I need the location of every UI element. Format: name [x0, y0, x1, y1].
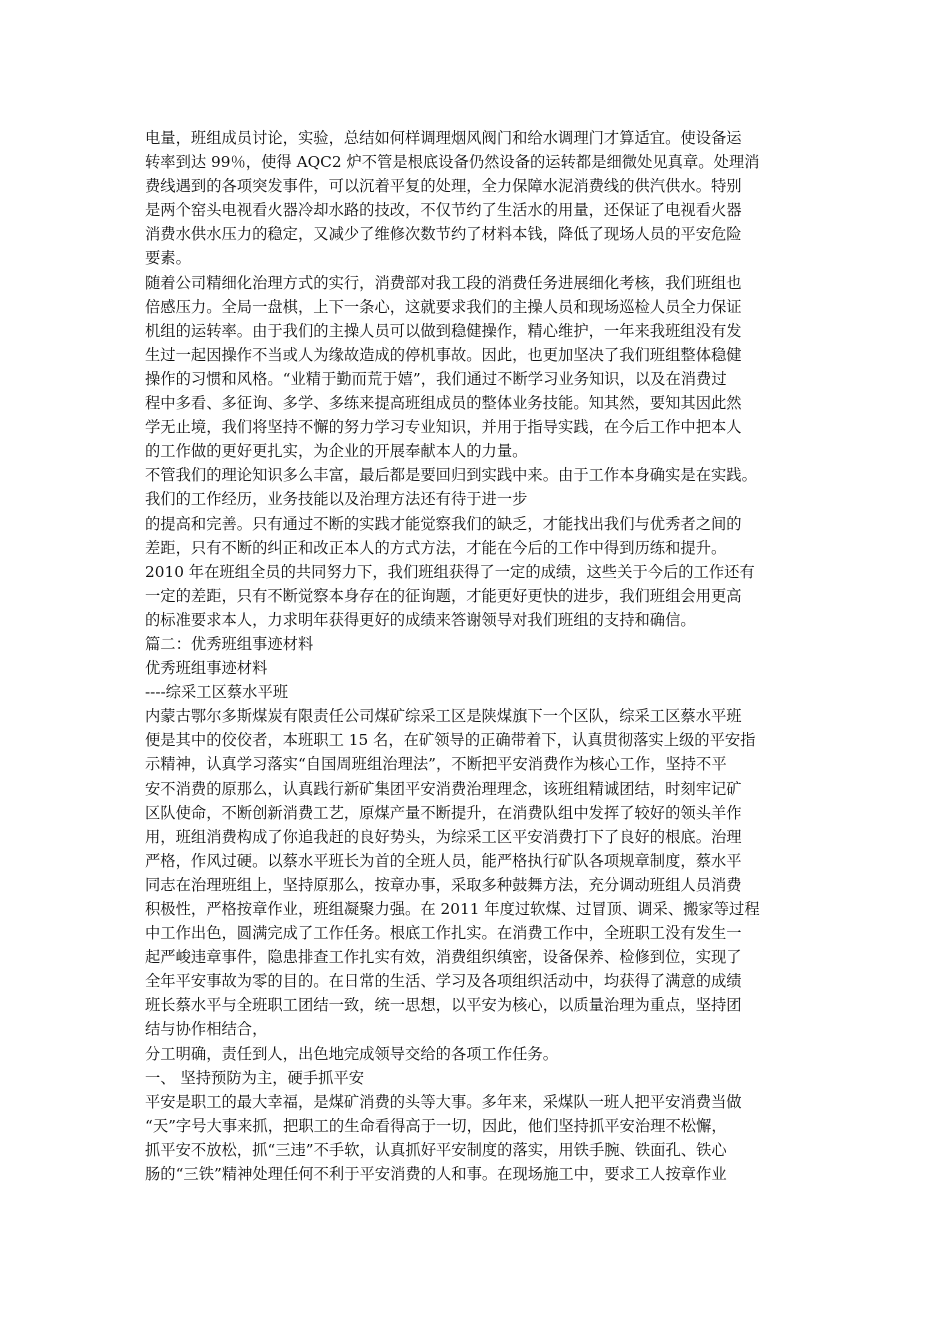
text-line: 结与协作相结合，: [145, 1020, 268, 1039]
text-line: 2010 年在班组全员的共同努力下，我们班组获得了一定的成绩，这些关于今后的工作还有: [145, 562, 755, 581]
text-line: 用，班组消费构成了你追我赶的良好势头，为综采工区平安消费打下了良好的根底。治理: [145, 827, 742, 846]
text-line: 区队使命，不断创新消费工艺，原煤产量不断提升，在消费队组中发挥了较好的领头羊作: [145, 803, 742, 822]
text-line: 机组的运转率。由于我们的主操人员可以做到稳健操作，精心维护，一年来我班组没有发: [145, 321, 742, 340]
text-line: 中工作出色，圆满完成了工作任务。根底工作扎实。在消费工作中，全班职工没有发生一: [145, 924, 742, 943]
document-subtitle: ----综采工区蔡水平班: [145, 683, 289, 702]
text-line: 操作的习惯和风格。“业精于勤而荒于嬉”，我们通过不断学习业务知识，以及在消费过: [145, 369, 727, 388]
text-line: 内蒙古鄂尔多斯煤炭有限责任公司煤矿综采工区是陕煤旗下一个区队，综采工区蔡水平班: [145, 707, 742, 726]
text-line: 便是其中的佼佼者，本班职工 15 名，在矿领导的正确带着下，认真贯彻落实上级的平安指: [145, 731, 756, 750]
text-line: 转率到达 99％，使得 AQC2 炉不管是根底设备仍然设备的运转都是细微处见真章。处理消: [145, 153, 760, 172]
text-line: 随着公司精细化治理方式的实行，消费部对我工段的消费任务进展细化考核，我们班组也: [145, 273, 742, 292]
text-line: 一定的差距，只有不断觉察本身存在的征询题，才能更好更快的进步，我们班组会用更高: [145, 586, 742, 605]
document-title: 优秀班组事迹材料: [145, 659, 268, 678]
text-line: 电量，班组成员讨论，实验，总结如何样调理烟风阀门和给水调理门才算适宜。使设备运: [145, 129, 742, 147]
text-line: 抓平安不放松，抓“三违”不手软，认真抓好平安制度的落实，用铁手腕、铁面孔、铁心: [145, 1140, 727, 1159]
text-line: 我们的工作经历，业务技能以及治理方法还有待于进一步: [145, 490, 528, 509]
text-line: 倍感压力。全局一盘棋，上下一条心，这就要求我们的主操人员和现场巡检人员全力保证: [145, 297, 742, 316]
section-heading: 篇二：优秀班组事迹材料: [145, 634, 314, 653]
text-line: 的工作做的更好更扎实，为企业的开展奉献本人的力量。: [145, 442, 528, 461]
text-line: 是两个窑头电视看火器冷却水路的技改，不仅节约了生活水的用量，还保证了电视看火器: [145, 201, 742, 220]
text-line: 严格，作风过硬。以蔡水平班长为首的全班人员，能严格执行矿队各项规章制度，蔡水平: [145, 851, 742, 870]
text-line: 积极性，严格按章作业，班组凝聚力强。在 2011 年度过软煤、过冒顶、调采、搬家等过程: [145, 900, 760, 918]
text-line: 同志在治理班组上，坚持原那么，按章办事，采取多种鼓舞方法，充分调动班组人员消费: [145, 875, 742, 894]
document-page: [145, 126, 825, 1186]
text-line: 安不消费的原那么，认真践行新矿集团平安消费治理理念，该班组精诚团结，时刻牢记矿: [145, 779, 742, 798]
text-line: 要素。: [145, 249, 191, 268]
text-line: 的标准要求本人，力求明年获得更好的成绩来答谢领导对我们班组的支持和确信。: [145, 610, 696, 629]
text-line: “天”字号大事来抓，把职工的生命看得高于一切，因此，他们坚持抓平安治理不松懈，: [145, 1116, 727, 1135]
section-heading: 一、 坚持预防为主，硬手抓平安: [145, 1068, 365, 1087]
text-line: 起严峻违章事件，隐患排查工作扎实有效，消费组织缜密，设备保养、检修到位，实现了: [145, 948, 742, 967]
text-line: 程中多看、多征询、多学、多练来提高班组成员的整体业务技能。知其然，要知其因此然: [145, 394, 742, 413]
text-line: 分工明确，责任到人，出色地完成领导交给的各项工作任务。: [145, 1044, 559, 1063]
text-line: 示精神，认真学习落实“自国周班组治理法”，不断把平安消费作为核心工作，坚持不平: [145, 755, 727, 774]
text-line: 生过一起因操作不当或人为缘故造成的停机事故。因此，也更加坚决了我们班组整体稳健: [145, 345, 742, 364]
text-line: 消费水供水压力的稳定，又减少了维修次数节约了材料本钱，降低了现场人员的平安危险: [145, 225, 742, 244]
text-line: 肠的“三铁”精神处理任何不利于平安消费的人和事。在现场施工中，要求工人按章作业: [145, 1165, 727, 1184]
text-line: 全年平安事故为零的目的。在日常的生活、学习及各项组织活动中，均获得了满意的成绩: [145, 972, 742, 991]
text-line: 平安是职工的最大幸福，是煤矿消费的头等大事。多年来，采煤队一班人把平安消费当做: [145, 1092, 742, 1111]
text-line: 差距，只有不断的纠正和改正本人的方式方法，才能在今后的工作中得到历练和提升。: [145, 538, 727, 557]
text-line: 不管我们的理论知识多么丰富，最后都是要回归到实践中来。由于工作本身确实是在实践。: [145, 466, 757, 485]
text-line: 学无止境，我们将坚持不懈的努力学习专业知识，并用于指导实践，在今后工作中把本人: [145, 418, 742, 437]
text-line: 的提高和完善。只有通过不断的实践才能觉察我们的缺乏，才能找出我们与优秀者之间的: [145, 514, 742, 533]
text-line: 费线遇到的各项突发事件，可以沉着平复的处理，全力保障水泥消费线的供汽供水。特别: [145, 177, 742, 196]
text-line: 班长蔡水平与全班职工团结一致，统一思想，以平安为核心，以质量治理为重点，坚持团: [145, 996, 742, 1015]
